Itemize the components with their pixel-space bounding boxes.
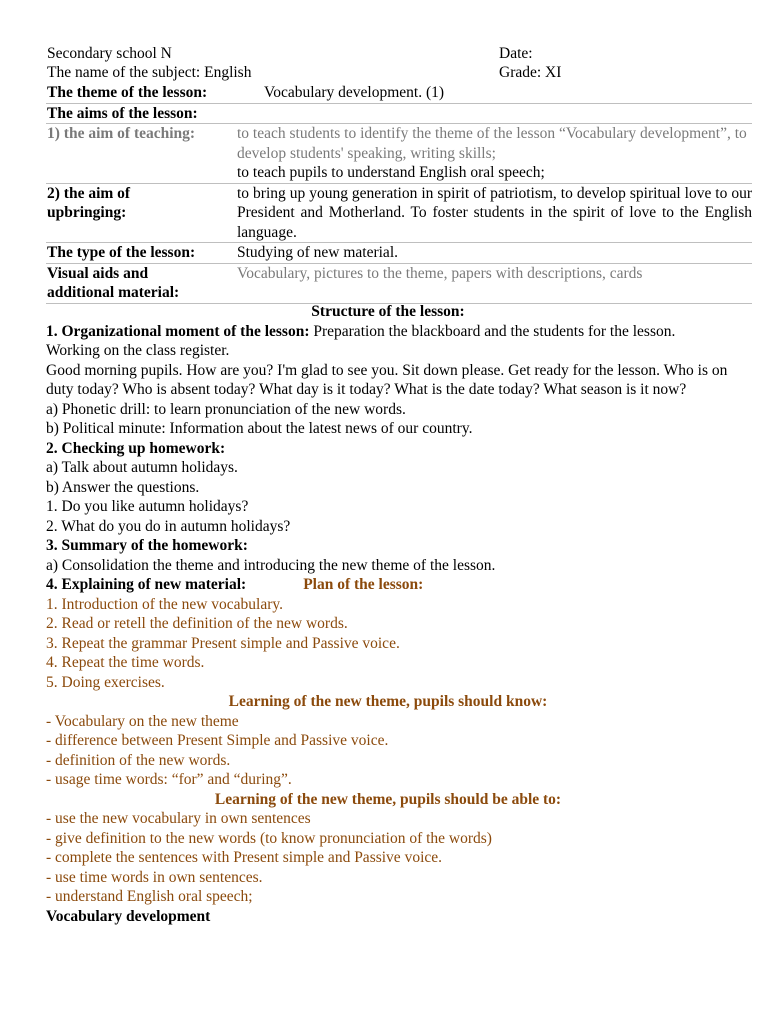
table-row (46, 263, 752, 303)
subject-name: The name of the subject: English (47, 64, 252, 81)
list-item: - complete the sentences with Present simple and Passive voice. (46, 849, 443, 866)
lesson-plan-table (46, 83, 752, 304)
phonetic-drill: a) Phonetic drill: to learn pronunciation of the new words. (46, 400, 406, 418)
aim-teaching-cell (234, 124, 752, 184)
homework-a: a) Talk about autumn holidays. (46, 459, 238, 476)
list-item: - use the new vocabulary in own sentences (46, 810, 311, 827)
aims-heading: The aims of the lesson: (46, 103, 752, 124)
know-title: Learning of the new theme, pupils should know: (228, 693, 548, 710)
table-row (46, 83, 752, 103)
visual-value: Vocabulary, pictures to the theme, papers with descriptions, cards (234, 263, 752, 303)
list-item: 4. Repeat the time words. (46, 654, 205, 671)
list-item: - usage time words: “for” and “during”. (46, 771, 292, 788)
aim-teaching-value-1: to teach students to identify the theme of the lesson “Vocabulary development”, to develop students' speaking, writing skills; (237, 125, 747, 162)
school-name: Secondary school N (47, 45, 172, 62)
homework-b: b) Answer the questions. (46, 478, 200, 496)
table-row (46, 103, 752, 124)
grade-label: Grade: XI (499, 64, 562, 81)
question-2: 2. What do you do in autumn holidays? (46, 517, 291, 535)
section-3-a: a) Consolidation the theme and introducing the new theme of the lesson. (46, 556, 496, 574)
aim-upbringing-value: to bring up young generation in spirit of patriotism, to develop spiritual love to our President and Motherland. To foster students in the spirit of love to the English language. (234, 183, 752, 243)
theme-key: The theme of the lesson: (46, 83, 234, 103)
structure-heading: Structure of the lesson: (311, 303, 465, 320)
list-item: - definition of the new words. (46, 751, 231, 769)
table-row (46, 124, 752, 184)
aim-teaching-key: 1) the aim of teaching: (46, 124, 234, 184)
able-title: Learning of the new theme, pupils should be able to: (214, 790, 562, 808)
aim-teaching-value-2: to teach pupils to understand English oral speech; (237, 164, 545, 181)
list-item: - give definition to the new words (to know pronunciation of the words) (46, 829, 492, 847)
list-item: 5. Doing exercises. (46, 673, 165, 691)
date-label: Date: (499, 45, 533, 62)
vocabulary-heading: Vocabulary development (46, 907, 211, 925)
list-item: - difference between Present Simple and Passive voice. (46, 732, 389, 749)
list-item: - Vocabulary on the new theme (46, 712, 239, 730)
visual-key: Visual aids and additional material: (46, 263, 234, 303)
greeting-text: Good morning pupils. How are you? I'm glad to see you. Sit down please. Get ready for the lesson. Who is on duty today? Who is absent today? What day is it today? What is the date today? What season is it now? (46, 361, 728, 398)
table-row (46, 183, 752, 243)
section-2-title: 2. Checking up homework: (46, 439, 226, 457)
list-item: - use time words in own sentences. (46, 868, 263, 886)
list-item: 3. Repeat the grammar Present simple and Passive voice. (46, 634, 400, 652)
section-1-text: Preparation the blackboard and the students for the lesson. Working on the class register. (46, 322, 676, 359)
type-key: The type of the lesson: (46, 243, 234, 264)
list-item: 2. Read or retell the definition of the new words. (46, 615, 348, 632)
question-1: 1. Do you like autumn holidays? (46, 498, 249, 515)
political-minute: b) Political minute: Information about the latest news of our country. (46, 420, 473, 437)
list-item: 1. Introduction of the new vocabulary. (46, 595, 284, 613)
section-4-title: 4. Explaining of new material: (46, 576, 247, 593)
list-item: - understand English oral speech; (46, 888, 253, 905)
lesson-structure (46, 302, 730, 926)
aim-upbringing-key: 2) the aim of upbringing: (46, 183, 234, 243)
type-value: Studying of new material. (234, 243, 752, 264)
table-row (46, 243, 752, 264)
plan-title: Plan of the lesson: (303, 576, 424, 593)
section-3-title: 3. Summary of the homework: (46, 537, 248, 554)
theme-value: Vocabulary development. (1) (234, 83, 752, 103)
section-1-title: 1. Organizational moment of the lesson: (46, 322, 310, 340)
